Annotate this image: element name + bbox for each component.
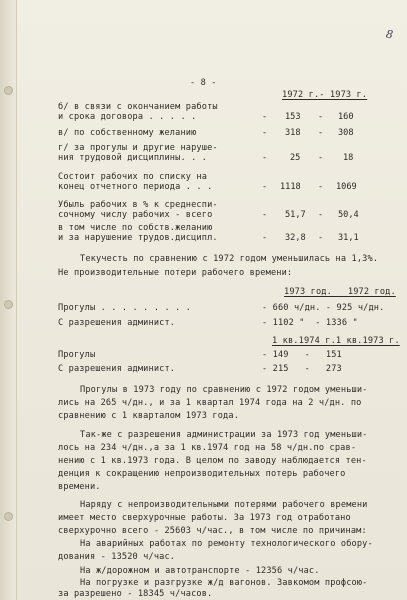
paragraph-line: Так-же с разрешения администрации за 1973 год уменьши- [80,430,368,440]
table2-header: 1973 год. 1972 год. [284,287,396,297]
table2-values: - 1102 " - 1336 " [262,318,358,328]
value-1972: 153 [285,112,301,122]
value-1973: 31,1 [338,233,359,243]
value-1972: 32,8 [285,233,306,243]
paragraph-line: лись на 265 ч/дн., и за 1 квартал 1974 года на 2 ч/дн. по [58,398,362,408]
loss-sub-label-line1: в том числе по собств.желанию [58,223,213,233]
dash: - [262,112,268,122]
row-label-line1: г/ за прогулы и другие наруше- [58,143,218,153]
row-label-line1: б/ в связи с окончанием работы [58,102,218,112]
dash: - [318,128,324,138]
paragraph-line: денция к сокращению непроизводительных потерь рабочего [58,469,346,479]
dash: - [318,153,324,163]
binding-hole [4,86,13,95]
row-label-line2: ния трудовой дисциплины. . . [58,153,208,163]
paragraph-line: имеет место сверхурочные работы. За 1973 год отработано [58,513,351,523]
paragraph-line: Не производительные потери рабочего времени: [58,268,293,278]
dash: - [318,182,324,192]
table3-header: 1 кв.1974 г.1 кв.1973 г. [272,336,400,346]
paragraph-line: времени. [58,482,101,492]
table3-label: Прогулы [58,350,96,360]
paragraph-line: На погрузке и разгрузке ж/д вагонов. Завкомом профсою- [80,578,368,588]
dash: - [318,112,324,122]
paragraph-line: нению с 1 кв.1973 года. В целом по заводу наблюдается тен- [58,456,367,466]
dash: - [262,128,268,138]
paragraph-line: сверхурочно всего - 25603 ч/час., в том числе по причинам: [58,526,367,536]
paragraph-line: Прогулы в 1973 году по сравнению с 1972 годом уменьши- [80,385,368,395]
value-1972: 51,7 [285,210,306,220]
dash: - [262,153,268,163]
binding-hole [4,512,13,521]
value-1973: 160 [338,112,354,122]
table3-values: - 149 - 151 [262,350,342,360]
table3-label: С разрешения админист. [58,364,176,374]
dash: - [262,233,268,243]
value-1972: 25 [290,153,301,163]
paragraph-line: На ж/дорожном и автотранспорте - 12356 ч/час. [80,566,320,576]
dash: - [318,233,324,243]
dash: - [262,210,268,220]
paragraph-line: Наряду с непроизводительными потерями рабочего времени [80,500,368,510]
value-1972: 318 [285,128,301,138]
loss-label-line2: сочному числу рабочих - всего [58,210,213,220]
value-1973: 50,4 [338,210,359,220]
paragraph-line: за разрешено - 18345 ч/часов. [58,589,213,599]
value-1973: 1069 [336,182,357,192]
row-label-line2: и срока договора . . . . . [58,112,197,122]
loss-label-line1: Убыль рабочих в % к среднеспи- [58,200,218,210]
value-1972: 1118 [280,182,301,192]
table3-values: - 215 - 273 [262,364,342,374]
column-header-years: 1972 г.- 1973 г. [282,90,368,100]
paragraph-line: сравнению с 1 кварталом 1973 года. [58,411,240,421]
table2-values: - 660 ч/дн. - 925 ч/дн. [262,303,385,313]
page-header-number: - 8 - [190,78,217,88]
paragraph-line: На аварийных работах по ремонту технологического обору- [80,539,373,549]
staff-label-line1: Состоит рабочих по списку на [58,172,208,182]
table2-label: Прогулы . . . . . . . . . [58,303,192,313]
value-1973: 308 [338,128,354,138]
paragraph-line: Текучесть по сравнению с 1972 годом уменьшилась на 1,3%. [80,254,379,264]
handwritten-page-number: 8 [385,27,394,42]
paragraph-line: дования - 13520 ч/час. [58,552,176,562]
staff-label-line2: конец отчетного периода . . . [58,182,213,192]
dash: - [318,210,324,220]
row-label-line1: в/ по собственному желанию [58,128,197,138]
binding-edge [0,0,17,600]
loss-sub-label-line2: и за нарушение трудов.дисципл. [58,233,218,243]
dash: - [262,182,268,192]
paragraph-line: лось на 234 ч/дн.,а за 1 кв.1974 год на 58 ч/дн.по срав- [58,443,357,453]
value-1973: 18 [343,153,354,163]
binding-hole [4,300,13,309]
table2-label: С разрешения админист. [58,318,176,328]
